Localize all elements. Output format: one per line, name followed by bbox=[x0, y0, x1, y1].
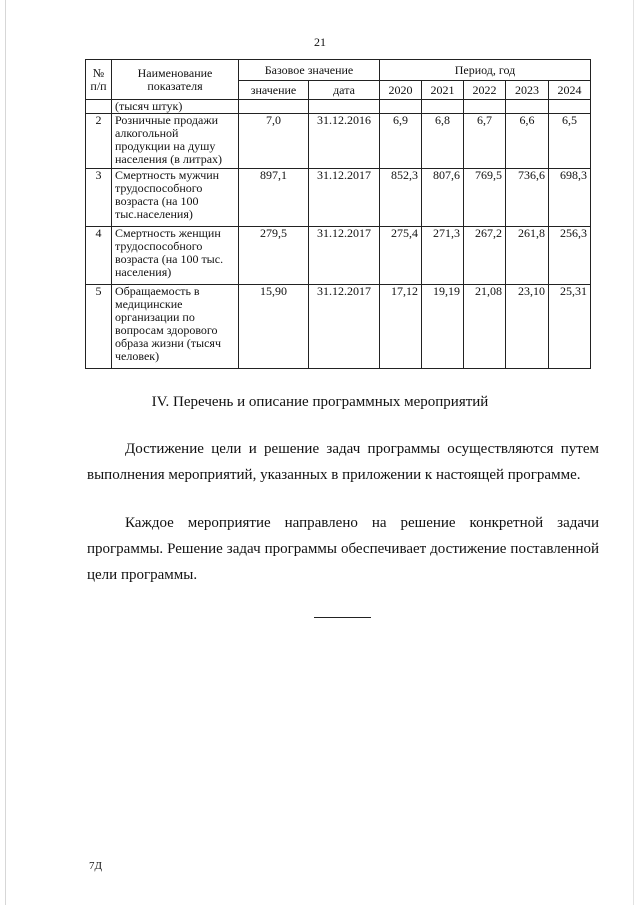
table-row bbox=[86, 227, 591, 285]
header-num: № п/п bbox=[86, 60, 112, 100]
page-edge-right bbox=[633, 0, 634, 905]
table-row bbox=[86, 285, 591, 369]
year-value: 267,2 bbox=[464, 227, 506, 285]
header-year: 2020 bbox=[380, 81, 422, 100]
year-value: 736,6 bbox=[506, 169, 549, 227]
base-date: 31.12.2016 bbox=[309, 114, 380, 169]
footer-mark: 7Д bbox=[89, 860, 103, 872]
body-paragraph: Каждое мероприятие направлено на решение конкретной задачи программы. Решение задач программы обеспечивает достижение поставленной цели программы. bbox=[87, 515, 599, 583]
header-name: Наименование показателя bbox=[112, 60, 239, 100]
base-date: 31.12.2017 bbox=[309, 285, 380, 369]
year-value: 6,6 bbox=[506, 114, 549, 169]
indicator-name: Обращаемость в медицинские организации по вопросам здорового образа жизни (тысяч человек) bbox=[112, 285, 239, 369]
year-value: 21,08 bbox=[464, 285, 506, 369]
header-year: 2024 bbox=[549, 81, 591, 100]
year-value: 261,8 bbox=[506, 227, 549, 285]
indicator-name: Розничные продажи алкогольной продукции на душу населения (в литрах) bbox=[112, 114, 239, 169]
header-period: Период, год bbox=[380, 60, 591, 81]
row-number: 3 bbox=[86, 169, 112, 227]
header-year: 2022 bbox=[464, 81, 506, 100]
year-value: 852,3 bbox=[380, 169, 422, 227]
year-value: 769,5 bbox=[464, 169, 506, 227]
header-year: 2023 bbox=[506, 81, 549, 100]
year-value: 6,8 bbox=[422, 114, 464, 169]
year-value: 19,19 bbox=[422, 285, 464, 369]
base-date: 31.12.2017 bbox=[309, 227, 380, 285]
base-date: 31.12.2017 bbox=[309, 169, 380, 227]
indicators-table bbox=[85, 59, 591, 369]
year-value: 275,4 bbox=[380, 227, 422, 285]
year-value: 271,3 bbox=[422, 227, 464, 285]
year-value: 23,10 bbox=[506, 285, 549, 369]
continuation-text: (тысяч штук) bbox=[112, 100, 239, 114]
year-value: 25,31 bbox=[549, 285, 591, 369]
indicator-name: Смертность женщин трудоспособного возраста (на 100 тыс. населения) bbox=[112, 227, 239, 285]
table-row bbox=[86, 100, 591, 114]
body-paragraph: Достижение цели и решение задач программы осуществляются путем выполнения мероприятий, указанных в приложении к настоящей программе. bbox=[87, 441, 599, 483]
year-value: 256,3 bbox=[549, 227, 591, 285]
base-value: 7,0 bbox=[239, 114, 309, 169]
base-value: 15,90 bbox=[239, 285, 309, 369]
table-row bbox=[86, 114, 591, 169]
year-value: 6,7 bbox=[464, 114, 506, 169]
page-number: 21 bbox=[314, 35, 326, 49]
header-date: дата bbox=[309, 81, 380, 100]
year-value: 6,9 bbox=[380, 114, 422, 169]
row-number: 5 bbox=[86, 285, 112, 369]
page-edge-left bbox=[5, 0, 6, 905]
header-value: значение bbox=[239, 81, 309, 100]
end-separator-line bbox=[314, 617, 371, 618]
year-value: 807,6 bbox=[422, 169, 464, 227]
header-year: 2021 bbox=[422, 81, 464, 100]
indicator-name: Смертность мужчин трудоспособного возраста (на 100 тыс.населения) bbox=[112, 169, 239, 227]
year-value: 6,5 bbox=[549, 114, 591, 169]
row-number: 4 bbox=[86, 227, 112, 285]
base-value: 897,1 bbox=[239, 169, 309, 227]
row-number: 2 bbox=[86, 114, 112, 169]
header-base: Базовое значение bbox=[239, 60, 380, 81]
base-value: 279,5 bbox=[239, 227, 309, 285]
year-value: 17,12 bbox=[380, 285, 422, 369]
table-row bbox=[86, 169, 591, 227]
section-heading: IV. Перечень и описание программных мероприятий bbox=[151, 394, 489, 410]
year-value: 698,3 bbox=[549, 169, 591, 227]
